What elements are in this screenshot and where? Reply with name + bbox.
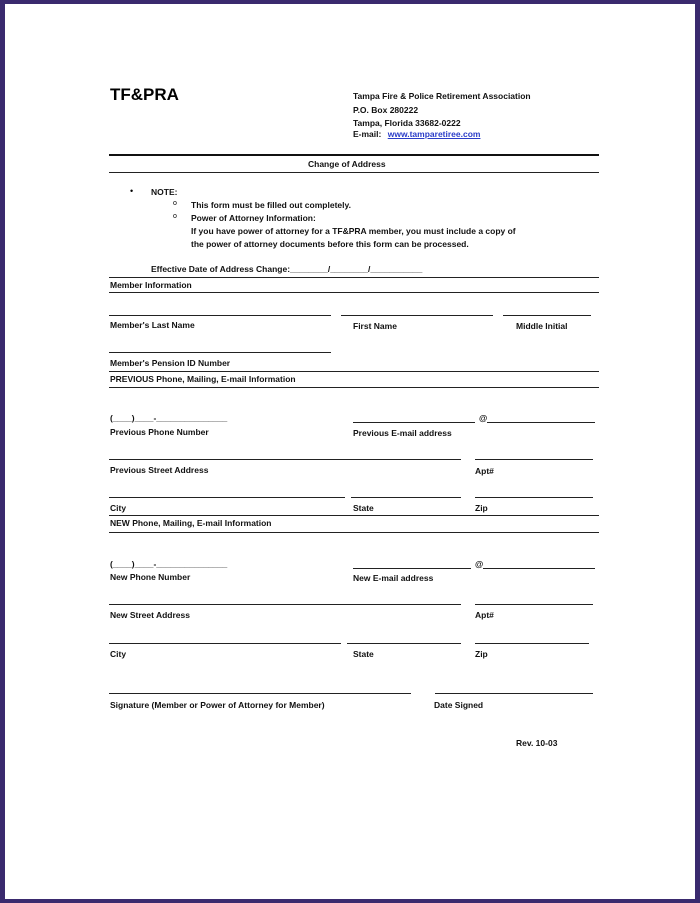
- date-signed-label: Date Signed: [434, 700, 484, 710]
- previous-street-field[interactable]: [109, 459, 461, 460]
- note-item-2-line-1: If you have power of attorney for a TF&PRA member, you must include a copy of: [191, 226, 516, 236]
- previous-state-label: State: [353, 503, 374, 513]
- new-state-label: State: [353, 649, 374, 659]
- member-section-rule-bottom: [109, 292, 599, 293]
- first-name-label: First Name: [353, 321, 397, 331]
- previous-city-field[interactable]: [109, 497, 345, 498]
- new-email-label: New E-mail address: [353, 573, 434, 583]
- middle-initial-field[interactable]: [503, 315, 591, 316]
- new-city-field[interactable]: [109, 643, 341, 644]
- previous-apt-label: Apt#: [475, 466, 494, 476]
- title-rule-top: [109, 154, 599, 156]
- revision-label: Rev. 10-03: [516, 738, 558, 748]
- new-email-at: @: [475, 559, 484, 569]
- previous-email-domain-field[interactable]: [487, 422, 595, 423]
- previous-section-rule-bottom: [109, 387, 599, 388]
- new-apt-label: Apt#: [475, 610, 494, 620]
- note-item-2: Power of Attorney Information:: [191, 213, 316, 223]
- pension-id-field[interactable]: [109, 352, 331, 353]
- previous-city-label: City: [110, 503, 127, 513]
- org-po-box: P.O. Box 280222: [353, 105, 419, 115]
- org-name: Tampa Fire & Police Retirement Association: [353, 91, 531, 101]
- member-info-heading: Member Information: [110, 280, 192, 290]
- new-email-user-field[interactable]: [353, 568, 471, 569]
- previous-email-user-field[interactable]: [353, 422, 475, 423]
- new-section-rule-top: [109, 515, 599, 516]
- previous-phone-label: Previous Phone Number: [110, 427, 209, 437]
- title-rule-bottom: [109, 172, 599, 173]
- previous-zip-label: Zip: [475, 503, 488, 513]
- website-link[interactable]: www.tamparetiree.com: [387, 129, 481, 139]
- note-bullet: •: [130, 186, 134, 196]
- logo-text: TF&PRA: [110, 85, 179, 104]
- last-name-label: Member's Last Name: [110, 320, 195, 330]
- effective-date-field[interactable]: Effective Date of Address Change:________/________/___________: [151, 264, 423, 274]
- new-phone-field[interactable]: (____)____-_______________: [110, 559, 228, 569]
- new-section-heading: NEW Phone, Mailing, E-mail Information: [110, 518, 272, 528]
- signature-field[interactable]: [109, 693, 411, 694]
- sub-bullet-2: o: [173, 213, 177, 220]
- new-zip-field[interactable]: [475, 643, 589, 644]
- sub-bullet-1: o: [173, 200, 177, 207]
- previous-section-heading: PREVIOUS Phone, Mailing, E-mail Information: [110, 374, 296, 384]
- email-label: E-mail:: [353, 129, 382, 139]
- org-city: Tampa, Florida 33682-0222: [353, 118, 461, 128]
- previous-state-field[interactable]: [351, 497, 461, 498]
- previous-apt-field[interactable]: [475, 459, 593, 460]
- new-street-field[interactable]: [109, 604, 461, 605]
- date-signed-field[interactable]: [435, 693, 593, 694]
- middle-initial-label: Middle Initial: [516, 321, 568, 331]
- note-label: NOTE:: [151, 187, 178, 197]
- previous-email-label: Previous E-mail address: [353, 428, 452, 438]
- pension-id-label: Member's Pension ID Number: [110, 358, 231, 368]
- signature-label: Signature (Member or Power of Attorney for Member): [110, 700, 325, 710]
- new-street-label: New Street Address: [110, 610, 190, 620]
- first-name-field[interactable]: [341, 315, 493, 316]
- form-title: Change of Address: [308, 159, 386, 169]
- form-page: [5, 4, 695, 899]
- last-name-field[interactable]: [109, 315, 331, 316]
- previous-street-label: Previous Street Address: [110, 465, 209, 475]
- previous-section-rule-top: [109, 371, 599, 372]
- new-state-field[interactable]: [347, 643, 461, 644]
- new-city-label: City: [110, 649, 127, 659]
- new-apt-field[interactable]: [475, 604, 593, 605]
- new-section-rule-bottom: [109, 532, 599, 533]
- new-zip-label: Zip: [475, 649, 488, 659]
- previous-zip-field[interactable]: [475, 497, 593, 498]
- new-phone-label: New Phone Number: [110, 572, 191, 582]
- note-item-1: This form must be filled out completely.: [191, 200, 351, 210]
- previous-phone-field[interactable]: (____)____-_______________: [110, 413, 228, 423]
- org-email-row: [353, 129, 480, 139]
- previous-email-at: @: [479, 413, 488, 423]
- member-section-rule-top: [109, 277, 599, 278]
- new-email-domain-field[interactable]: [483, 568, 595, 569]
- note-item-2-line-2: the power of attorney documents before this form can be processed.: [191, 239, 469, 249]
